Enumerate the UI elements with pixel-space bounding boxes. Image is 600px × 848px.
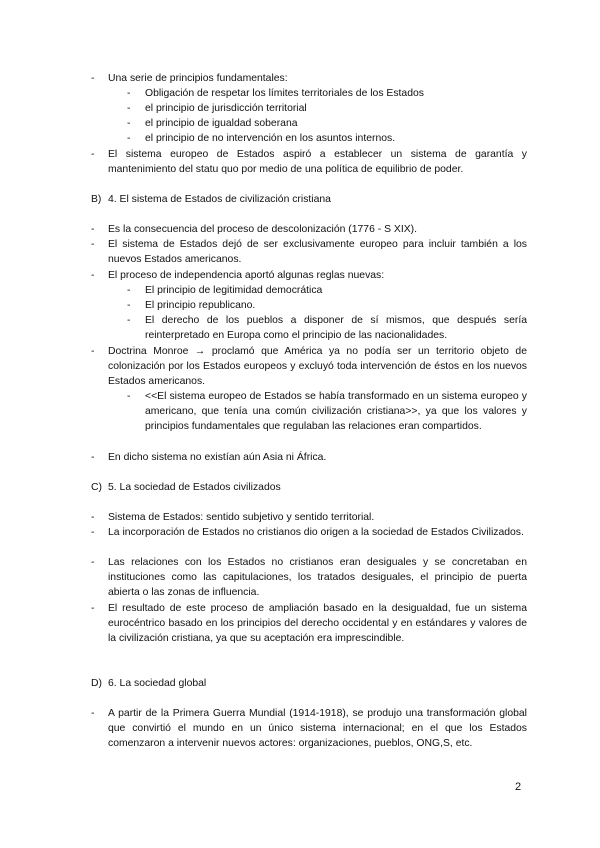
bullet-dash: - <box>91 346 95 357</box>
bullet-text: Sistema de Estados: sentido subjetivo y sentido territorial. <box>108 512 375 523</box>
bullet-item <box>91 344 527 390</box>
bullet-text: A partir de la Primera Guerra Mundial (1914-1918), se produjo una transformación global que convirtió el mundo en un único sistema internacional; en el que los Estados comenzaron a intervenir nuevos actores: organizaciones, pueblos, ONG,S, etc. <box>108 708 527 750</box>
section-letter: D) <box>91 678 102 689</box>
bullet-item <box>91 222 527 237</box>
section-title: 6. La sociedad global <box>108 678 207 689</box>
bullet-text: El principio de legitimidad democrática <box>145 285 323 296</box>
bullet-dash: - <box>91 73 95 84</box>
sub-bullet-item <box>127 101 527 116</box>
sub-bullet-item <box>127 131 527 146</box>
bullet-text: Obligación de respetar los límites territoriales de los Estados <box>145 88 424 99</box>
bullet-dash: - <box>127 285 131 296</box>
bullet-dash: - <box>91 603 95 614</box>
sub-bullet-item <box>127 283 527 298</box>
sub-bullet-item <box>127 313 527 343</box>
bullet-item <box>91 706 527 752</box>
bullet-item <box>91 237 527 267</box>
bullet-dash: - <box>91 149 95 160</box>
section-letter: C) <box>91 482 102 493</box>
bullet-item <box>91 71 527 86</box>
bullet-item <box>91 525 527 540</box>
sub-bullet-item <box>127 116 527 131</box>
bullet-text: En dicho sistema no existían aún Asia ni África. <box>108 452 327 463</box>
bullet-item <box>91 555 527 601</box>
bullet-text: El sistema europeo de Estados aspiró a establecer un sistema de garantía y mantenimiento del statu quo por medio de una política de equilibrio de poder. <box>108 149 527 176</box>
bullet-dash: - <box>91 527 95 538</box>
bullet-text: el principio de jurisdicción territorial <box>145 103 307 114</box>
bullet-dash: - <box>127 315 131 326</box>
bullet-text: Una serie de principios fundamentales: <box>108 73 288 84</box>
bullet-item <box>91 510 527 525</box>
bullet-text: el principio de no intervención en los asuntos internos. <box>145 133 396 144</box>
sub-bullet-item <box>127 389 527 435</box>
bullet-dash: - <box>91 224 95 235</box>
bullet-dash: - <box>127 118 131 129</box>
sub-bullet-item <box>127 298 527 313</box>
bullet-dash: - <box>127 300 131 311</box>
bullet-text: La incorporación de Estados no cristianos dio origen a la sociedad de Estados Civilizados. <box>108 527 524 538</box>
page-number: 2 <box>515 781 522 793</box>
section-title: 5. La sociedad de Estados civilizados <box>108 482 281 493</box>
bullet-item <box>91 268 527 283</box>
bullet-dash: - <box>127 88 131 99</box>
bullet-dash: - <box>91 270 95 281</box>
bullet-text: el principio de igualdad soberana <box>145 118 298 129</box>
section-letter: B) <box>91 194 102 205</box>
bullet-dash: - <box>127 391 131 402</box>
bullet-text: Es la consecuencia del proceso de descolonización (1776 - S XIX). <box>108 224 418 235</box>
bullet-dash: - <box>91 708 95 719</box>
bullet-dash: - <box>91 452 95 463</box>
bullet-dash: - <box>127 133 131 144</box>
bullet-dash: - <box>91 557 95 568</box>
bullet-text: El sistema de Estados dejó de ser exclusivamente europeo para incluir también a los nuevos Estados americanos. <box>108 239 527 266</box>
section-title: 4. El sistema de Estados de civilización cristiana <box>108 194 331 205</box>
bullet-text: El resultado de este proceso de ampliación basado en la desigualdad, fue un sistema eurocéntrico basado en los principios del derecho occidental y en estándares y valores de la civilización cristiana, ya que su aceptación era imprescindible. <box>108 603 527 645</box>
bullet-text: Doctrina Monroe → proclamó que América ya no podía ser un territorio objeto de colonización por los Estados europeos y excluyó toda intervención de éstos en los nuevos Estados americanos. <box>108 346 527 388</box>
bullet-text: El derecho de los pueblos a disponer de sí mismos, que después sería reinterpretado en Europa como el principio de las nacionalidades. <box>145 315 527 342</box>
bullet-item <box>91 450 527 465</box>
bullet-text: El proceso de independencia aportó algunas reglas nuevas: <box>108 270 385 281</box>
bullet-text: Las relaciones con los Estados no cristianos eran desiguales y se concretaban en instituciones como las capitulaciones, los tratados desiguales, el principio de puerta abierta o las zonas de influencia. <box>108 557 527 599</box>
bullet-text: <<El sistema europeo de Estados se había transformado en un sistema europeo y americano, que tenía una común civilización cristiana>>, ya que los valores y principios fundamentales que regulaban las relaciones eran compartidos. <box>145 391 527 433</box>
bullet-text: El principio republicano. <box>145 300 256 311</box>
sub-bullet-item <box>127 86 527 101</box>
bullet-item <box>91 601 527 647</box>
bullet-dash: - <box>127 103 131 114</box>
bullet-dash: - <box>91 239 95 250</box>
bullet-dash: - <box>91 512 95 523</box>
bullet-item <box>91 147 527 177</box>
